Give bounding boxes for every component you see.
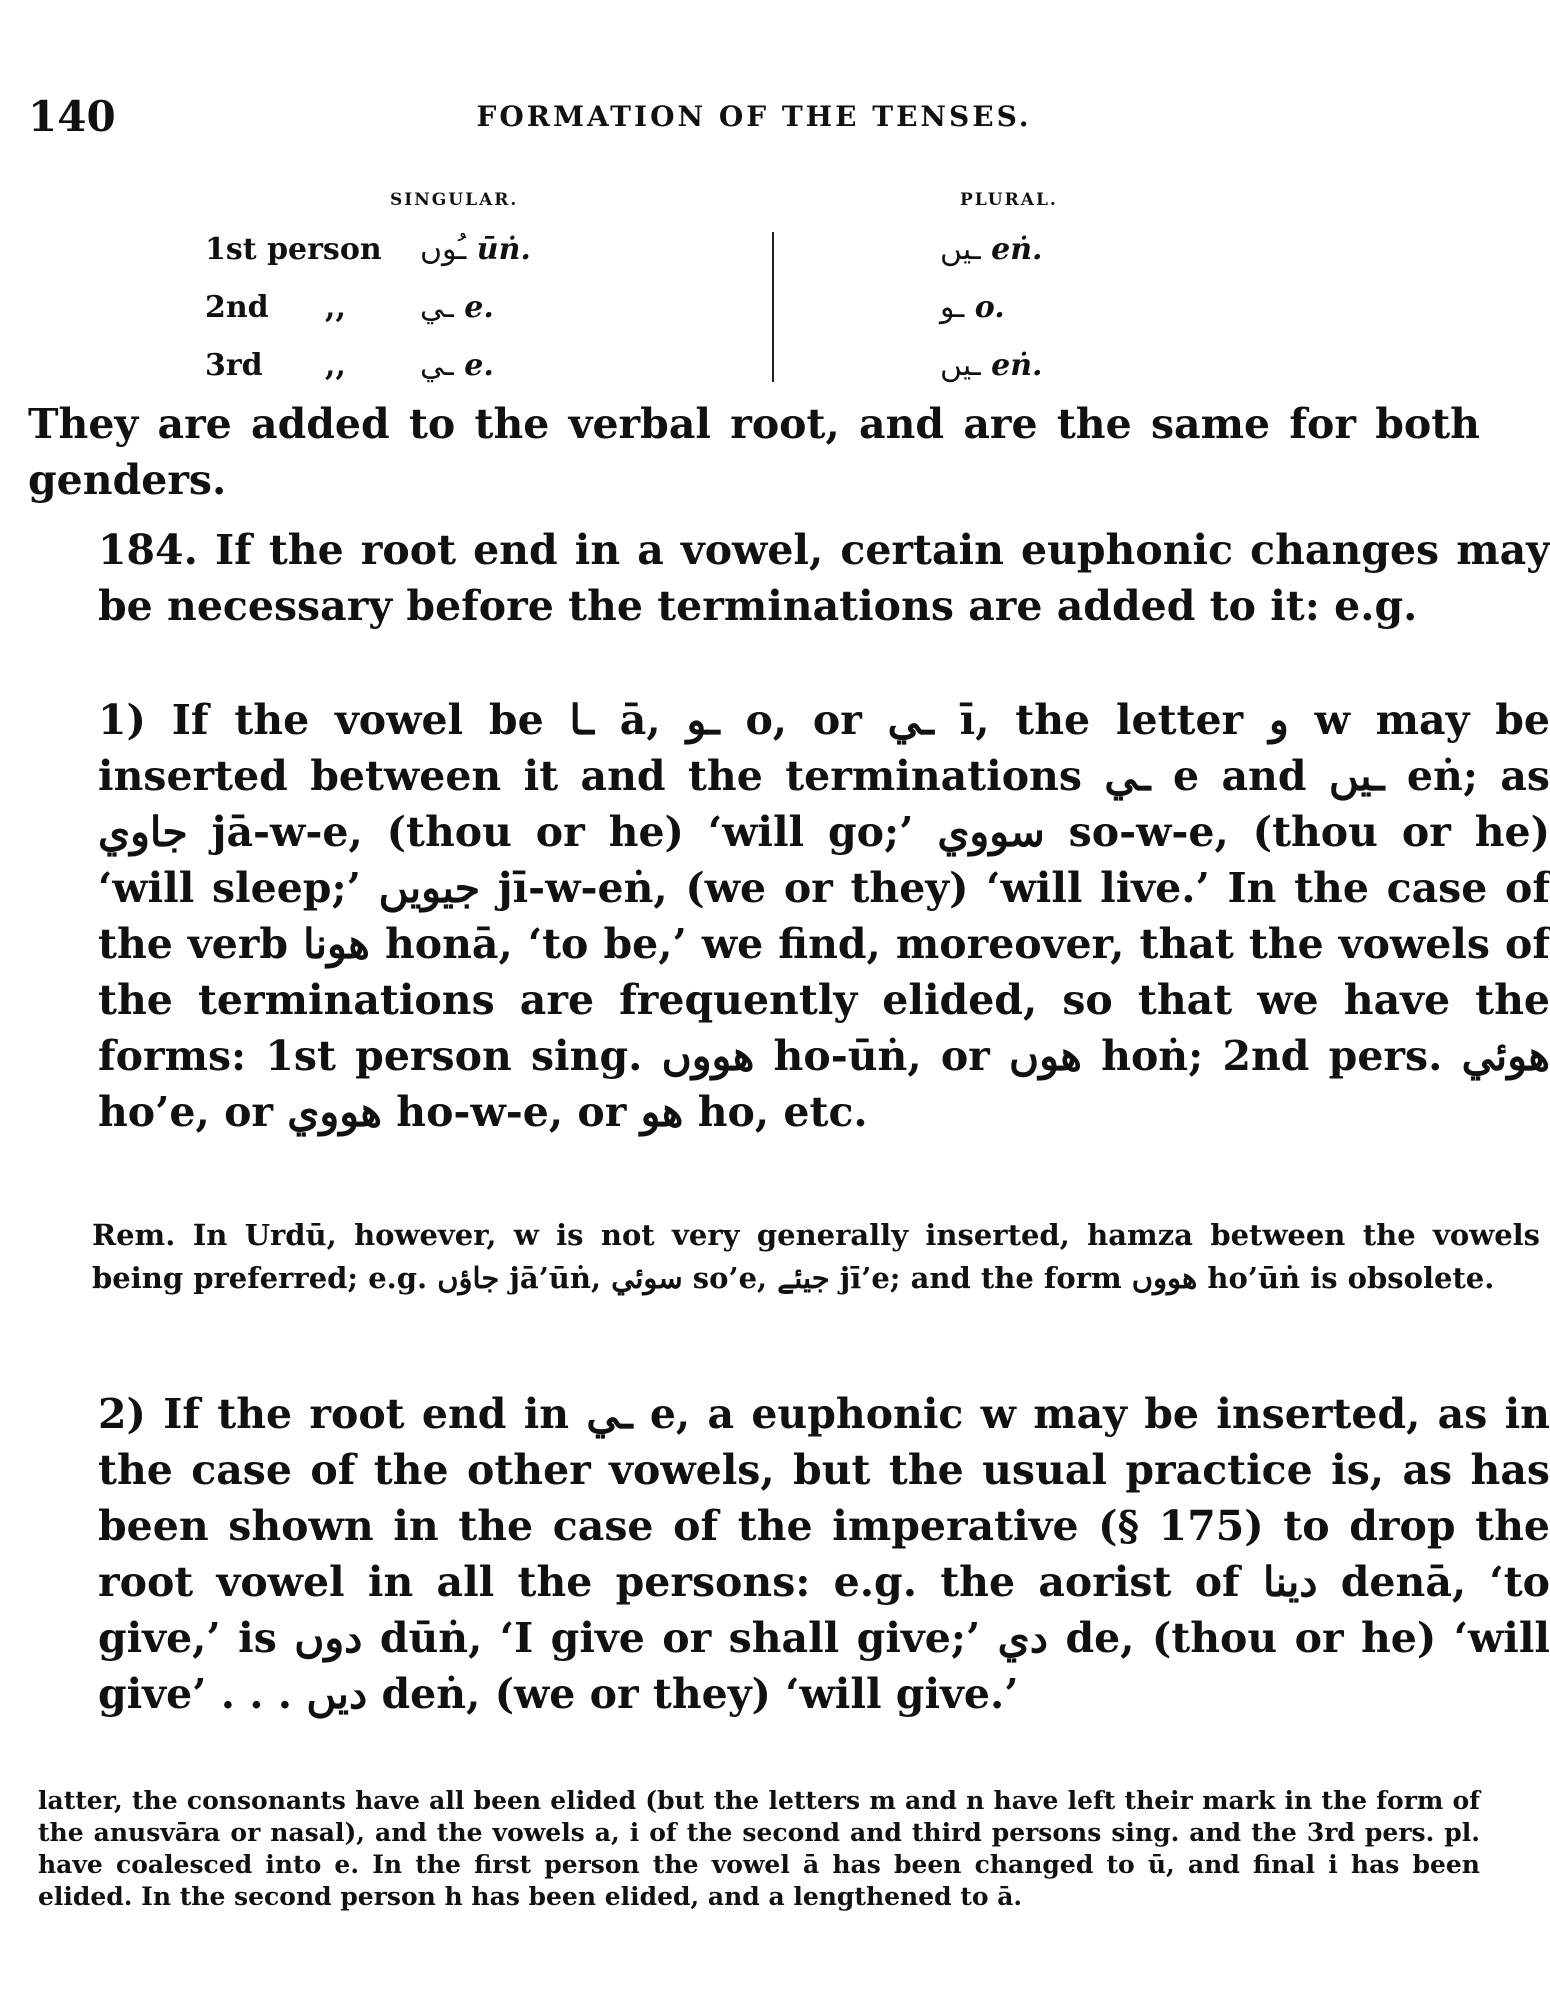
- translit: e.: [464, 348, 494, 383]
- plural-form: [940, 232, 1042, 267]
- table-row: [205, 290, 1205, 340]
- arabic-ending: ـیں: [940, 348, 981, 383]
- arabic-ending: ـي: [420, 348, 454, 383]
- page-number: 140: [28, 92, 116, 141]
- arabic-ending: ـو: [940, 290, 965, 325]
- arabic-ending: ـیں: [940, 232, 981, 267]
- translit: eṅ.: [991, 232, 1043, 267]
- translit: o.: [974, 290, 1005, 325]
- rule-2: 2) If the root end in ـي e, a euphonic w may be inserted, as in the case of the other vowels, but the usual practice is, as has been shown in the case of the imperative (§ 175) to drop the root vowel in all the persons: e.g. the aorist of دينا denā, ‘to give,’ is دوں dūṅ, ‘I give or shall give;’ دي de, (thou or he) ‘will give’ . . . ديں deṅ, (we or they) ‘will give.’: [98, 1390, 1550, 1718]
- paragraph-terminations: They are added to the verbal root, and are the same for both genders.: [28, 400, 1480, 504]
- singular-form: [420, 290, 494, 325]
- translit: ūṅ.: [476, 232, 531, 267]
- singular-form: [420, 232, 531, 267]
- table-row: [205, 348, 1205, 398]
- plural-heading: PLURAL.: [960, 190, 1058, 210]
- translit: eṅ.: [991, 348, 1043, 383]
- running-title: FORMATION OF THE TENSES.: [476, 100, 1032, 133]
- rule-1: 1) If the vowel be ـا ā, ـو o, or ـي ī, the letter و w may be inserted between it and the terminations ـي e and ـیں eṅ; as جاوي jā-w-e, (thou or he) ‘will go;’ سووي so-w-e, (thou or he) ‘will sleep;’ جيويں jī-w-eṅ, (we or they) ‘will live.’ In the case of the verb هونا honā, ‘to be,’ we find, moreover, that the vowels of the terminations are frequently elided, so that we have the forms: 1st person sing. هووں ho-ūṅ, or هوں hoṅ; 2nd pers. هوئي ho’e, or هووي ho-w-e, or هو ho, etc.: [98, 696, 1550, 1136]
- running-head: [28, 92, 1480, 142]
- ditto-mark: ,,: [325, 348, 346, 383]
- person-label: 2nd: [205, 290, 269, 325]
- arabic-ending: ـُوں: [420, 232, 467, 267]
- singular-heading: SINGULAR.: [390, 190, 519, 210]
- table-row: [205, 232, 1205, 282]
- person-label: 3rd: [205, 348, 263, 383]
- plural-form: [940, 348, 1042, 383]
- footnote: latter, the consonants have all been elided (but the letters m and n have left their mark in the form of the anusvāra or nasal), and the vowels a, i of the second and third persons sing. and the 3rd pers. pl. have coalesced into e. In the first person the vowel ā has been changed to ū, and final i has been elided. In the second person h has been elided, and a lengthened to ā.: [38, 1786, 1480, 1911]
- person-label: 1st person: [205, 232, 382, 267]
- ditto-mark: ,,: [325, 290, 346, 325]
- plural-form: [940, 290, 1005, 325]
- arabic-ending: ـي: [420, 290, 454, 325]
- section-184: 184. If the root end in a vowel, certain euphonic changes may be necessary before the terminations are added to it: e.g.: [98, 526, 1550, 630]
- translit: e.: [464, 290, 494, 325]
- remark: Rem. In Urdū, however, w is not very generally inserted, hamza between the vowels being preferred; e.g. جاؤں jā’ūṅ, سوئي so’e, جيئے jī’e; and the form هووں ho’ūṅ is obsolete.: [92, 1218, 1540, 1295]
- singular-form: [420, 348, 494, 383]
